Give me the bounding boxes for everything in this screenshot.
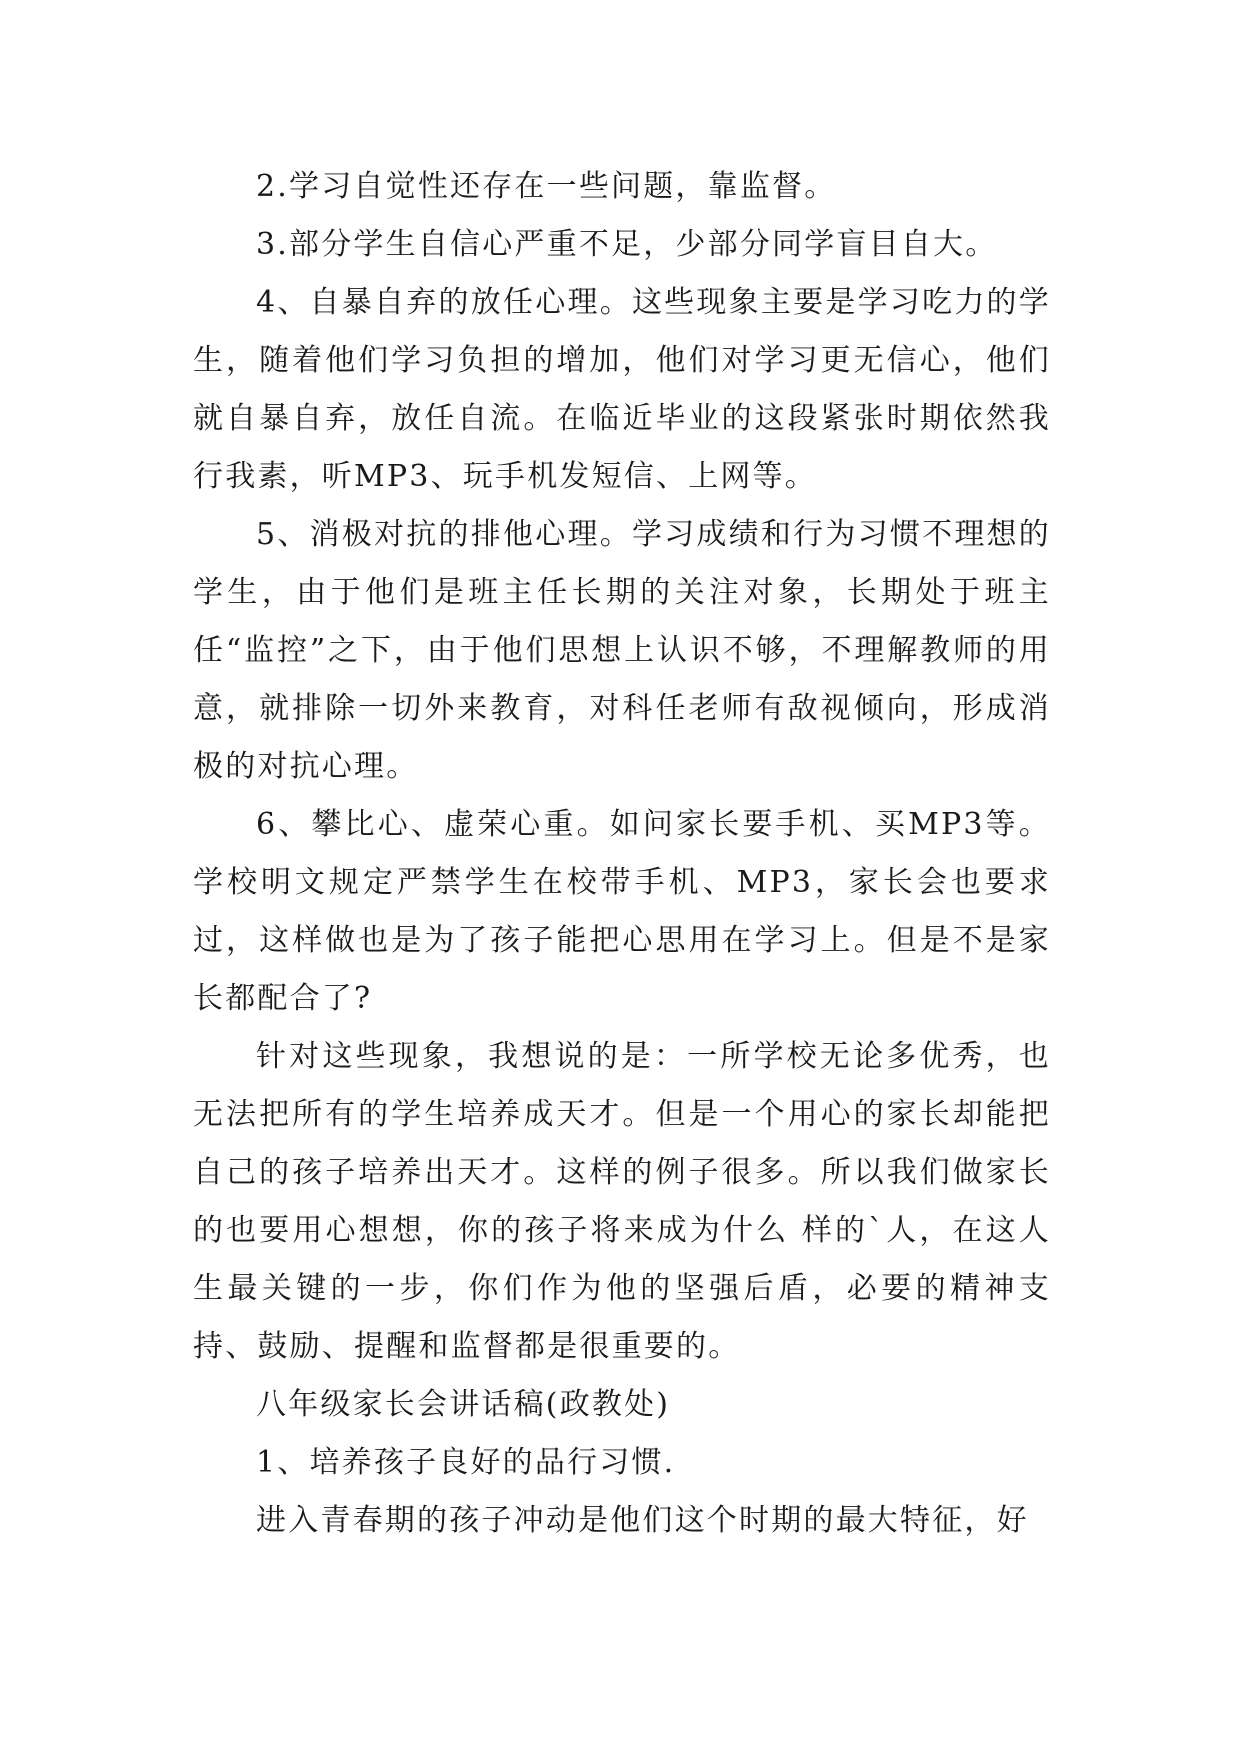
paragraph-confidence: 3.部分学生自信心严重不足，少部分同学盲目自大。 (256, 227, 998, 262)
paragraph-adolescence: 进入青春期的孩子冲动是他们这个时期的最大特征，好 (256, 1503, 1029, 1538)
paragraph-response: 针对这些现象，我想说的是：一所学校无论多优秀，也无法把所有的学生培养成天才。但是一个用心的家长却能把自己的孩子培养出天才。这样的例子很多。所以我们做家长的也要用心想想，你的孩子将来成为什么 样的`人，在这人生最关键的一步，你们作为他的坚强后盾，必要的精神支持、鼓励、提醒和监督都是很重要的。 (193, 1039, 1051, 1364)
paragraph-item-1: 1、培养孩子良好的品行习惯. (256, 1445, 676, 1480)
document-body (193, 158, 1051, 1550)
section-heading: 八年级家长会讲话稿(政教处) (256, 1387, 671, 1422)
paragraph-vanity: 6、攀比心、虚荣心重。如问家长要手机、买MP3等。学校明文规定严禁学生在校带手机、MP3，家长会也要求过，这样做也是为了孩子能把心思用在学习上。但是不是家长都配合了? (193, 807, 1051, 1016)
paragraph-study-self-discipline: 2.学习自觉性还存在一些问题，靠监督。 (256, 169, 837, 204)
paragraph-negative-resistance: 5、消极对抗的排他心理。学习成绩和行为习惯不理想的学生，由于他们是班主任长期的关注对象，长期处于班主任“监控”之下，由于他们思想上认识不够，不理解教师的用意，就排除一切外来教育，对科任老师有敌视倾向，形成消极的对抗心理。 (193, 517, 1051, 784)
paragraph-self-abandonment: 4、自暴自弃的放任心理。这些现象主要是学习吃力的学生，随着他们学习负担的增加，他们对学习更无信心，他们就自暴自弃，放任自流。在临近毕业的这段紧张时期依然我行我素，听MP3、玩手机发短信、上网等。 (193, 285, 1051, 494)
